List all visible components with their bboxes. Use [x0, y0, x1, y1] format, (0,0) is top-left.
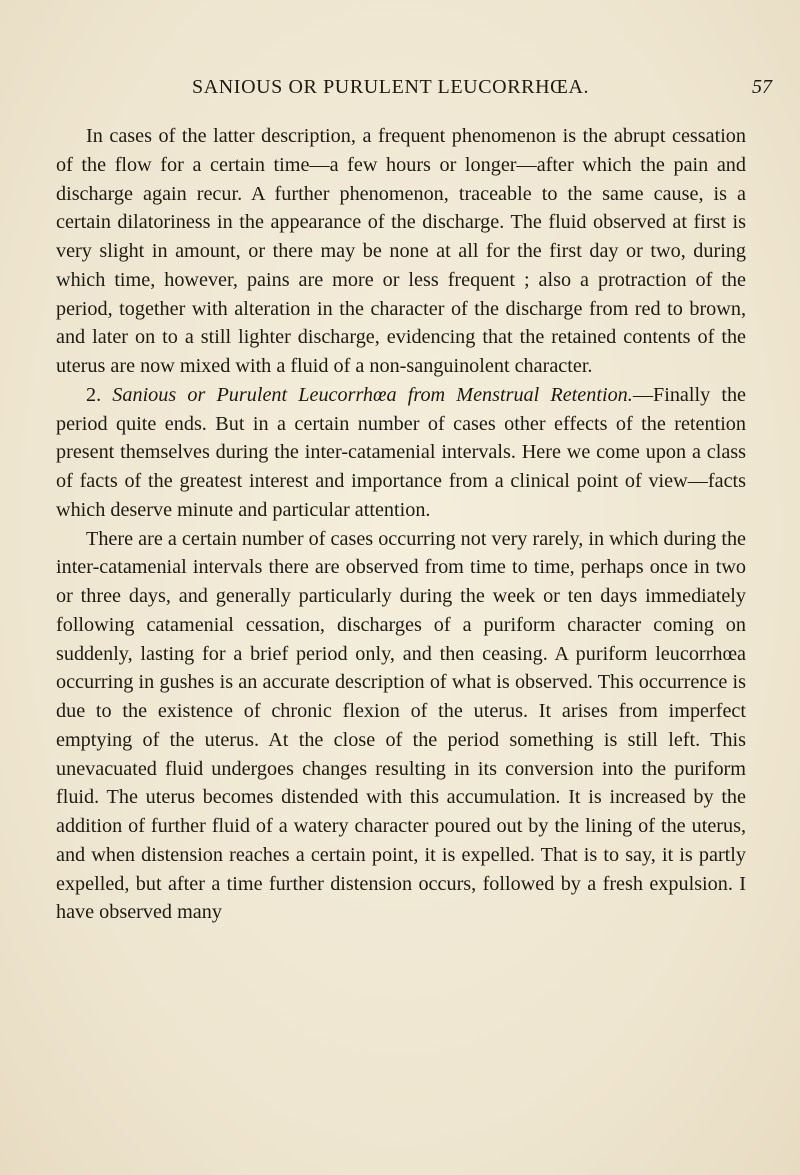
running-head: [0, 76, 800, 106]
running-title: SANIOUS OR PURULENT LEUCORRHŒA.: [192, 76, 590, 98]
section-heading: Sanious or Purulent Leucorrhœa from Menstrual Retention.: [112, 383, 633, 406]
section-number: 2.: [86, 383, 113, 406]
paragraph-3-text: There are a certain number of cases occurring not very rarely, in which during the inter-catamenial intervals there are observed from time to time, perhaps once in two or three days, and generally particularly during the week or ten days immediately following catamenial cessation, discharges of a puriform character coming on suddenly, lasting for a brief period only, and then ceasing. A puriform leucorrhœa occurring in gushes is an accurate description of what is observed. This occurrence is due to the existence of chronic flexion of the uterus. It arises from imperfect emptying of the uterus. At the close of the period something is still left. This unevacuated fluid undergoes changes resulting in its conversion into the puriform fluid. The uterus becomes distended with this accumulation. It is increased by the addition of further fluid of a watery character poured out by the lining of the uterus, and when distension reaches a certain point, it is expelled. That is to say, it is partly expelled, but after a time further distension occurs, followed by a fresh expulsion. I have observed many: [56, 527, 746, 924]
paragraph-1: [56, 122, 746, 381]
paragraph-1-text: In cases of the latter description, a frequent phenomenon is the abrupt cessation of the flow for a certain time—a few hours or longer—after which the pain and discharge again recur. A further phenomenon, traceable to the same cause, is a certain dilatoriness in the appearance of the discharge. The fluid observed at first is very slight in amount, or there may be none at all for the first day or two, during which time, however, pains are more or less frequent ; also a protraction of the period, together with alteration in the character of the discharge from red to brown, and later on to a still lighter discharge, evidencing that the retained contents of the uterus are now mixed with a fluid of a non-sanguinolent character.: [56, 125, 746, 377]
page-number: 57: [752, 76, 772, 98]
body-text: [56, 122, 746, 927]
paragraph-2-text: —Finally the period quite ends. But in a certain number of cases other effects of the retention present themselves during the inter-catamenial intervals. Here we come upon a class of facts of the greatest interest and importance from a clinical point of view—facts which deserve minute and particular attention.: [56, 383, 747, 521]
paragraph-2: [56, 381, 746, 525]
paragraph-3: [56, 525, 746, 928]
